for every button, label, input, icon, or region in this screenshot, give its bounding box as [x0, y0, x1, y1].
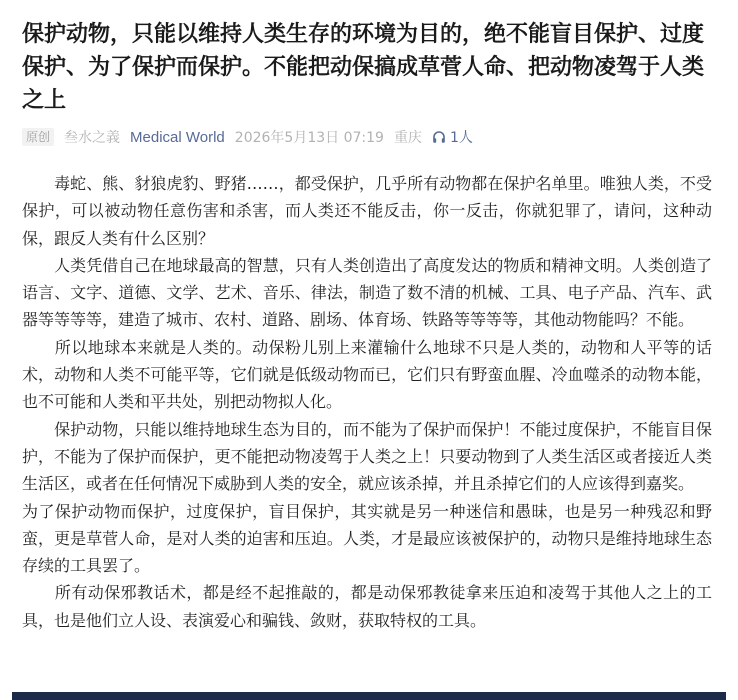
original-badge: 原创 [22, 128, 54, 146]
location-label: 重庆 [393, 130, 422, 146]
paragraph-indent [22, 256, 54, 275]
paragraph-text: 所有动保邪教话术，都是经不起推敲的，都是动保邪教徒拿来压迫和凌驾于其他人之上的工具，也是他们立人设、表演爱心和骗钱、敛财，获取特权的工具。 [22, 583, 712, 630]
paragraph [22, 252, 712, 334]
headphones-icon [432, 130, 446, 144]
paragraph-indent [22, 420, 54, 439]
publish-date: 2026年5月13日 07:19 [234, 130, 384, 146]
article-meta [22, 126, 712, 148]
author-name[interactable]: 叁水之義 [64, 130, 121, 146]
paragraph [22, 498, 712, 580]
bottom-bar [12, 692, 726, 700]
paragraph-indent [22, 338, 55, 357]
paragraph [22, 170, 712, 252]
paragraph-text: 为了保护动物而保护，过度保护，盲目保护，其实就是另一种迷信和愚昧，也是另一种残忍和野蛮，更是草菅人命，是对人类的迫害和压迫。人类，才是最应该被保护的，动物只是维持地球生态存续的工具罢了。 [22, 501, 712, 576]
paragraph-text: 人类凭借自己在地球最高的智慧，只有人类创造出了高度发达的物质和精神文明。人类创造了语言、文字、道德、文学、艺术、音乐、律法，制造了数不清的机械、工具、电子产品、汽车、武器等等等等，建造了城市、农村、道路、剧场、体育场、铁路等等等等，其他动物能吗？不能。 [22, 255, 712, 330]
listen-count: 1人 [449, 130, 473, 146]
paragraph-indent [22, 174, 54, 193]
paragraph [22, 579, 712, 634]
paragraph-text: 所以地球本来就是人类的。动保粉儿别上来灌输什么地球不只是人类的，动物和人平等的话术，动物和人类不可能平等，它们就是低级动物而已，它们只有野蛮血腥、冷血噬杀的动物本能，也不可能和人类和平共处，别把动物拟人化。 [22, 337, 712, 412]
paragraph-indent [22, 583, 55, 602]
paragraph-text: 毒蛇、熊、豺狼虎豹、野猪……，都受保护，几乎所有动物都在保护名单里。唯独人类，不受保护，可以被动物任意伤害和杀害，而人类还不能反击，你一反击，你就犯罪了，请问，这种动保，跟反人类有什么区别？ [22, 174, 712, 248]
listen-button[interactable] [432, 127, 473, 147]
account-name-link[interactable]: Medical World [130, 128, 225, 146]
paragraph [22, 416, 712, 498]
paragraph-text: 保护动物，只能以维持地球生态为目的，而不能为了保护而保护！不能过度保护，不能盲目保护，不能为了保护而保护，更不能把动物凌驾于人类之上！只要动物到了人类生活区或者接近人类生活区，或者在任何情况下威胁到人类的安全，就应该杀掉，并且杀掉它们的人应该得到嘉奖。 [22, 419, 712, 494]
paragraph [22, 334, 712, 416]
article [22, 18, 712, 634]
article-title: 保护动物，只能以维持人类生存的环境为目的，绝不能盲目保护、过度保护、为了保护而保护。不能把动保搞成草菅人命、把动物凌驾于人类之上 [22, 22, 705, 113]
article-body [22, 170, 712, 634]
